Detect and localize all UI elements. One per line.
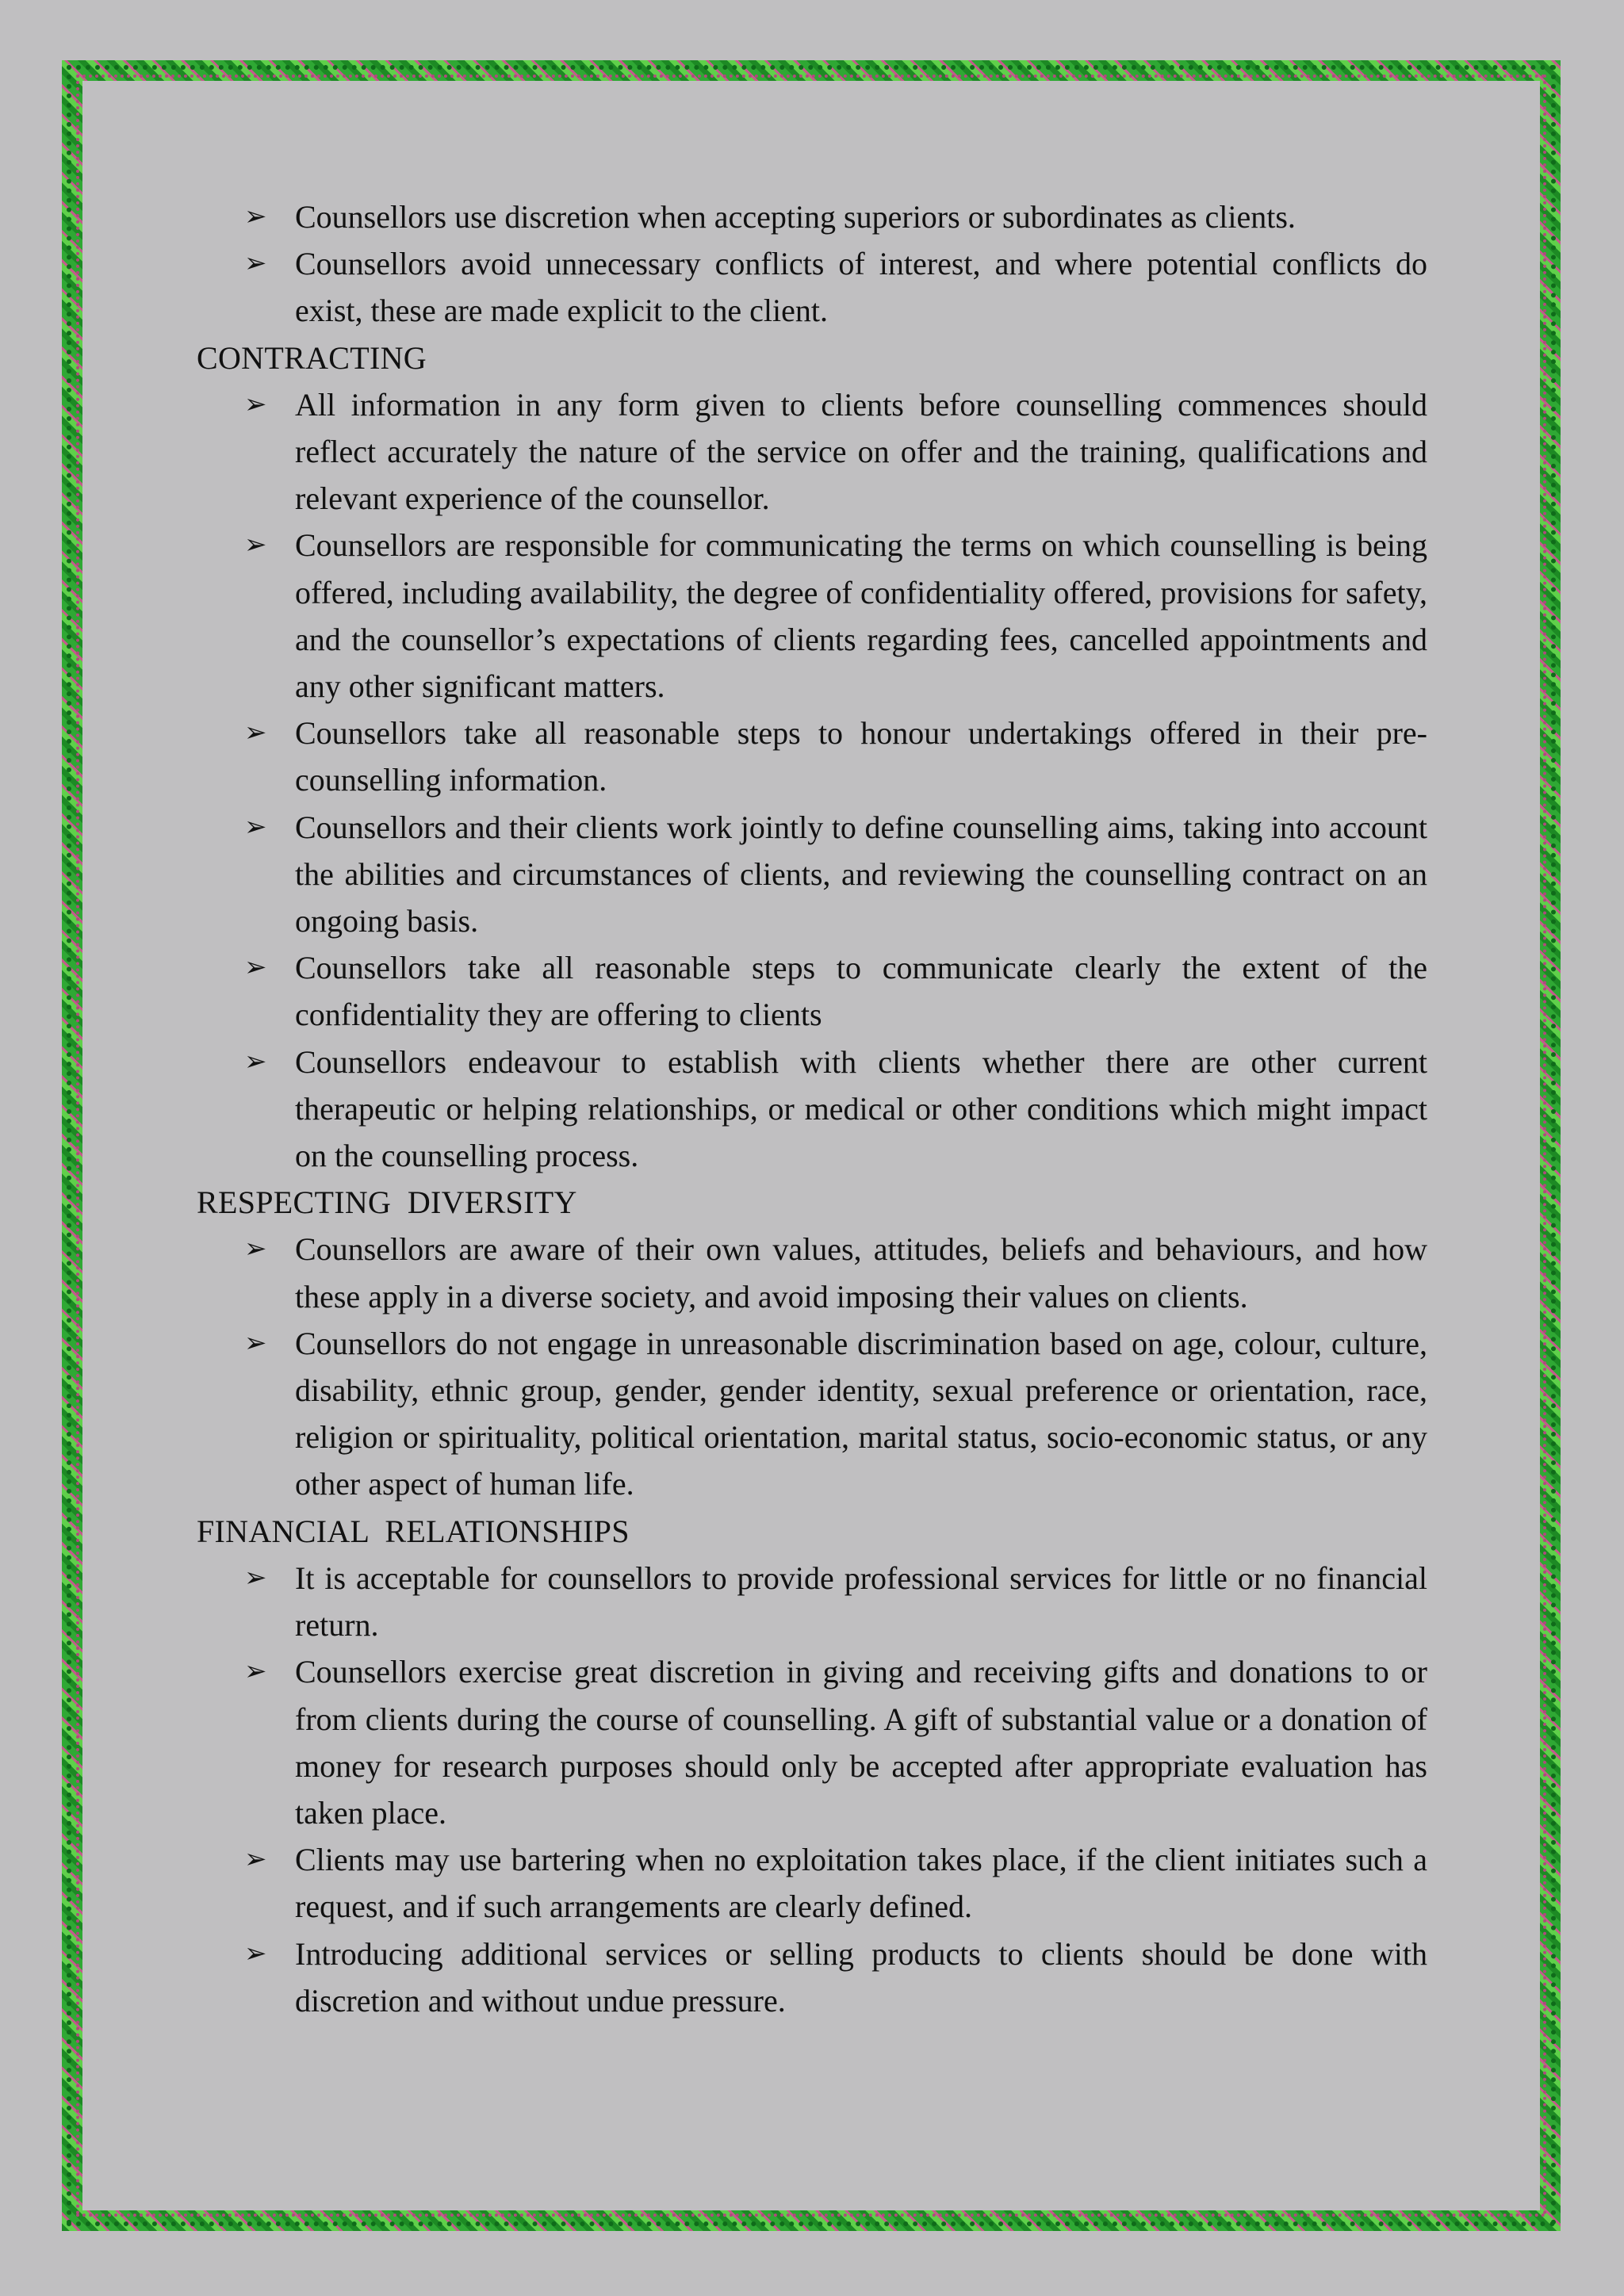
list-item: ➢ Counsellors take all reasonable steps to honour undertakings offered in their pre-counselling information. bbox=[295, 710, 1427, 803]
arrow-bullet-icon: ➢ bbox=[244, 247, 267, 280]
list-item: ➢ Counsellors avoid unnecessary conflicts of interest, and where potential conflicts do exist, these are made explicit to the client. bbox=[295, 240, 1427, 334]
list-item: ➢ It is acceptable for counsellors to provide professional services for little or no financial return. bbox=[295, 1555, 1427, 1648]
list-item: ➢ Counsellors do not engage in unreasonable discrimination based on age, colour, culture, disability, ethnic group, gender, gender identity, sexual preference or orientation, race, religion or spirituality, political orientation, marital status, socio-economic status, or any other aspect of human life. bbox=[295, 1320, 1427, 1508]
section-heading-respecting-diversity: RESPECTING DIVERSITY bbox=[197, 1184, 577, 1221]
list-item: ➢ Counsellors take all reasonable steps to communicate clearly the extent of the confidentiality they are offering to clients bbox=[295, 944, 1427, 1038]
arrow-bullet-icon: ➢ bbox=[244, 810, 267, 843]
list-item: ➢ Counsellors are responsible for communicating the terms on which counselling is being offered, including availability, the degree of confidentiality offered, provisions for safety, and the counsellor’s expectations of clients regarding fees, cancelled appointments and any other significant matters. bbox=[295, 522, 1427, 710]
respecting-diversity-list bbox=[197, 1226, 1427, 1507]
list-item: ➢ Counsellors exercise great discretion in giving and receiving gifts and donations to or from clients during the course of counselling. A gift of substantial value or a donation of money for research purposes should only be accepted after appropriate evaluation has taken place. bbox=[295, 1648, 1427, 1836]
list-item: ➢ All information in any form given to clients before counselling commences should reflect accurately the nature of the service on offer and the training, qualifications and relevant experience of the counsellor. bbox=[295, 381, 1427, 522]
arrow-bullet-icon: ➢ bbox=[244, 951, 267, 984]
intro-list bbox=[197, 193, 1427, 335]
arrow-bullet-icon: ➢ bbox=[244, 201, 267, 232]
arrow-bullet-icon: ➢ bbox=[244, 1326, 267, 1359]
financial-relationships-list bbox=[197, 1555, 1427, 2024]
arrow-bullet-icon: ➢ bbox=[244, 1937, 267, 1969]
document-body bbox=[197, 193, 1427, 2024]
list-item: ➢ Introducing additional services or selling products to clients should be done with discretion and without undue pressure. bbox=[295, 1931, 1427, 2024]
list-item: ➢ Counsellors and their clients work jointly to define counselling aims, taking into account the abilities and circumstances of clients, and reviewing the counselling contract on an ongoing basis. bbox=[295, 804, 1427, 945]
arrow-bullet-icon: ➢ bbox=[244, 1045, 267, 1077]
arrow-bullet-icon: ➢ bbox=[244, 1655, 267, 1688]
list-item: ➢ Counsellors endeavour to establish with clients whether there are other current therapeutic or helping relationships, or medical or other conditions which might impact on the counselling process. bbox=[295, 1039, 1427, 1180]
section-heading-contracting: CONTRACTING bbox=[197, 339, 427, 376]
list-item: ➢ Counsellors use discretion when accepting superiors or subordinates as clients. bbox=[295, 193, 1427, 240]
arrow-bullet-icon: ➢ bbox=[244, 1561, 267, 1594]
arrow-bullet-icon: ➢ bbox=[244, 1843, 267, 1876]
list-item: ➢ Counsellors are aware of their own values, attitudes, beliefs and behaviours, and how these apply in a diverse society, and avoid imposing their values on clients. bbox=[295, 1226, 1427, 1319]
arrow-bullet-icon: ➢ bbox=[244, 529, 267, 561]
contracting-list bbox=[197, 381, 1427, 1179]
arrow-bullet-icon: ➢ bbox=[244, 388, 267, 420]
arrow-bullet-icon: ➢ bbox=[244, 1233, 267, 1265]
section-heading-financial-relationships: FINANCIAL RELATIONSHIPS bbox=[197, 1513, 630, 1549]
list-item: ➢ Clients may use bartering when no exploitation takes place, if the client initiates such a request, and if such arrangements are clearly defined. bbox=[295, 1836, 1427, 1930]
arrow-bullet-icon: ➢ bbox=[244, 717, 267, 749]
